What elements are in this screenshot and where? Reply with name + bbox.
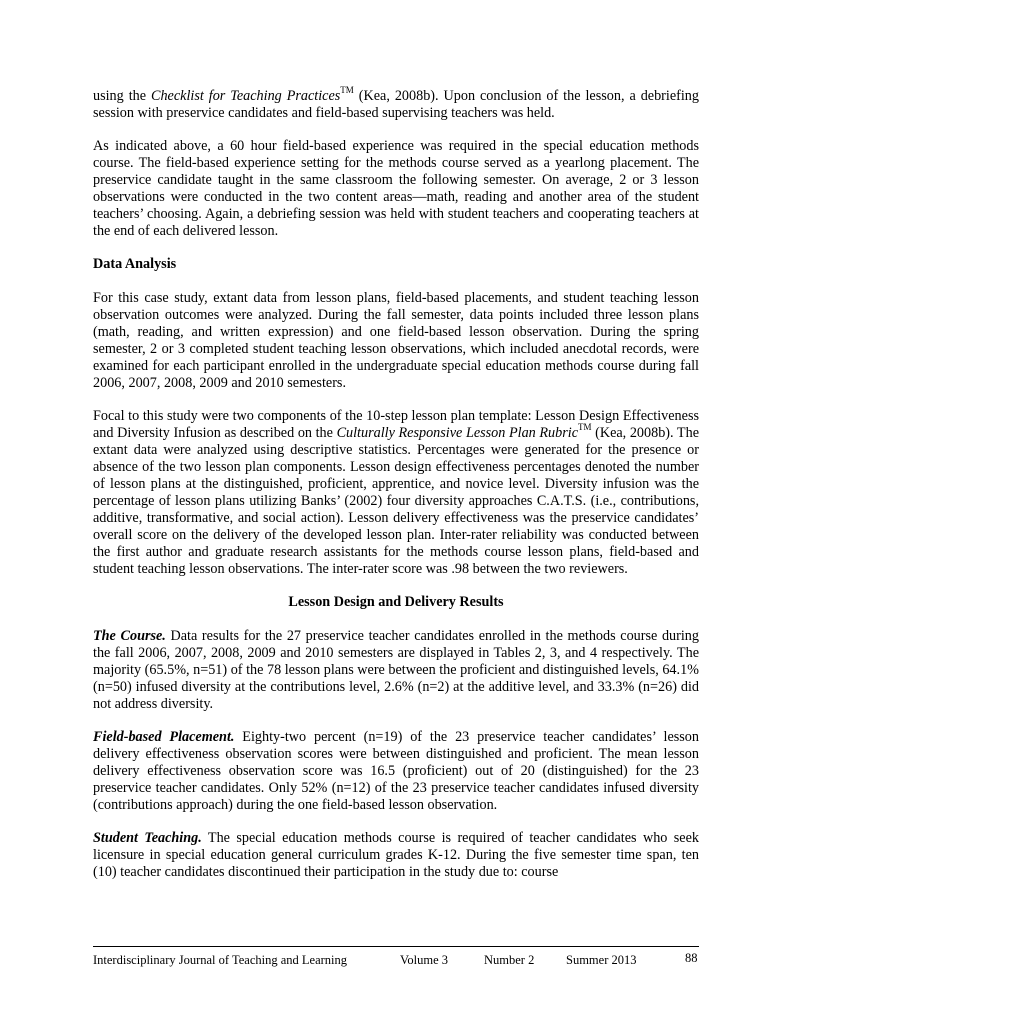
- paragraph-field-experience: As indicated above, a 60 hour field-based experience was required in the special education methods course. The field-based experience setting for the methods course served as a yearlong placement. The preservice candidate taught in the same classroom the following semester. On average, 2 or 3 lesson observations were conducted in the two content areas—math, reading and another area of the student teachers’ choosing. Again, a debriefing session was held with student teachers and cooperating teachers at the end of each delivered lesson.: [93, 138, 699, 239]
- page-number: 88: [685, 951, 698, 965]
- run-in-heading: Field-based Placement.: [93, 729, 235, 745]
- page-body: [93, 85, 699, 897]
- footer-journal-name: Interdisciplinary Journal of Teaching and Learning: [93, 953, 348, 967]
- paragraph-extant-data: For this case study, extant data from lesson plans, field-based placements, and student teaching lesson observation outcomes were analyzed. During the fall semester, data points included three lesson plans (math, reading, and written expression) and one field-based lesson observation. During the spring semester, 2 or 3 completed student teaching lesson observations, which included anecdotal records, were examined for each participant enrolled in the undergraduate special education methods course during fall 2006, 2007, 2008, 2009 and 2010 semesters.: [93, 290, 699, 391]
- rubric-title: Culturally Responsive Lesson Plan Rubric: [336, 425, 578, 441]
- section-heading-results: Lesson Design and Delivery Results: [288, 594, 504, 610]
- run-in-heading: Student Teaching.: [93, 830, 202, 846]
- run-in-heading: The Course.: [93, 628, 166, 644]
- paragraph-text: using the: [93, 88, 151, 104]
- paragraph-text: Eighty-two percent (n=19) of the 23 preservice teacher candidates’ lesson delivery effectiveness observation scores were between distinguished and proficient. The mean lesson delivery effectiveness observation score was 16.5 (proficient) out of 20 (distinguished) for the 23 preservice teacher candidates. Only 52% (n=12) of the 23 preservice teacher candidates infused diversity (contributions approach) during the one field-based lesson observation.: [93, 729, 699, 813]
- paragraph-text: Data results for the 27 preservice teacher candidates enrolled in the methods course during the fall 2006, 2007, 2008, 2009 and 2010 semesters are displayed in Tables 2, 3, and 4 respectively. The majority (65.5%, n=51) of the 78 lesson plans were between the proficient and distinguished levels, 64.1% (n=50) infused diversity at the contributions level, 2.6% (n=2) at the additive level, and 33.3% (n=26) did not address diversity.: [93, 628, 699, 712]
- trademark: TM: [340, 85, 354, 96]
- footer-divider: [93, 946, 699, 947]
- paragraph-text: Focal to this study were two components of the 10-step lesson plan template: Lesson Design Effectiveness and Diversity Infusion as described on the: [93, 408, 699, 441]
- paragraph-text: (Kea, 2008b). The extant data were analyzed using descriptive statistics. Percentages were generated for the presence or absence of the two lesson plan components. Lesson design effectiveness percentages denoted the number of lesson plans at the distinguished, proficient, apprentice, and novice level. Diversity infusion was the percentage of lesson plans utilizing Banks’ (2002) four diversity approaches C.A.T.S. (i.e., contributions, additive, transformative, and social action). Lesson delivery effectiveness was the preservice candidates’ overall score on the delivery of the developed lesson plan. Inter-rater reliability was conducted between the first author and graduate research assistants for the methods course lesson plans, field-based and student teaching lesson observations. The inter-rater score was .98 between the two reviewers.: [93, 425, 699, 577]
- paragraph-text: (Kea, 2008b). Upon conclusion of the lesson, a debriefing session with preservice candidates and field-based supervising teachers was held.: [93, 88, 699, 121]
- paragraph-checklist: [93, 85, 699, 122]
- trademark: TM: [578, 422, 592, 433]
- paragraph-the-course: [93, 628, 699, 713]
- paragraph-field-based-placement: [93, 729, 699, 814]
- footer-volume: Volume 3: [400, 953, 449, 967]
- checklist-title: Checklist for Teaching Practices: [151, 88, 341, 104]
- paragraph-text: The special education methods course is required of teacher candidates who seek licensure in special education general curriculum grades K-12. During the five semester time span, ten (10) teacher candidates discontinued their participation in the study due to: course: [93, 830, 699, 880]
- footer-season: Summer 2013: [566, 953, 637, 967]
- section-heading-data-analysis: Data Analysis: [93, 256, 177, 272]
- paragraph-student-teaching: [93, 830, 699, 881]
- footer-number: Number 2: [484, 953, 535, 967]
- paragraph-focal-components: [93, 408, 699, 578]
